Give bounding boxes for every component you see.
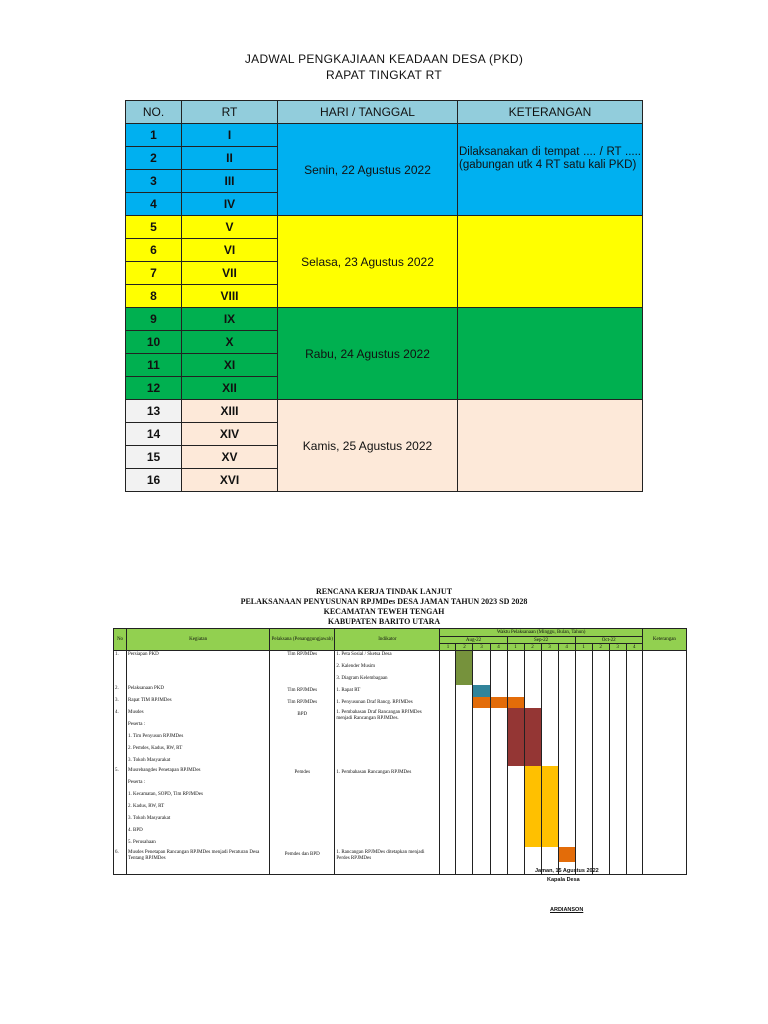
- week-header: 4: [490, 644, 507, 651]
- row-number: 3: [126, 170, 182, 193]
- row-rt: II: [182, 147, 278, 170]
- plan-district: KECAMATAN TEWEH TENGAH: [323, 607, 445, 616]
- gantt-bar: [508, 697, 524, 708]
- cell-text: 2.: [115, 686, 119, 691]
- schedule-date: Kamis, 25 Agustus 2022: [278, 400, 458, 492]
- header-rt: RT: [182, 101, 278, 124]
- row-rt: XV: [182, 446, 278, 469]
- plan-regency: KABUPATEN BARITO UTARA: [327, 617, 441, 626]
- cell-text: Pelaksanaan PKD: [128, 686, 164, 691]
- gantt-bar: [456, 651, 472, 685]
- row-rt: IX: [182, 308, 278, 331]
- column-indikator: [335, 651, 440, 875]
- cell-text: Pemdes: [294, 770, 311, 775]
- row-number: 10: [126, 331, 182, 354]
- row-rt: X: [182, 331, 278, 354]
- cell-text: BPD: [297, 712, 308, 717]
- table-row: [126, 308, 643, 331]
- cell-text: Musdes Penetapan Rancangan RPJMDes menjadi Peraturan Desa Tentang RPJMDes: [128, 850, 260, 861]
- cell-text: Pemdes dan BPD: [284, 852, 320, 857]
- row-number: 8: [126, 285, 182, 308]
- gantt-bar: [559, 847, 575, 862]
- week-header: 3: [541, 644, 558, 651]
- cell-text: 4.: [115, 710, 119, 715]
- table-row: [126, 216, 643, 239]
- row-number: 13: [126, 400, 182, 423]
- cell-text: 1. Rancangan RPJMDes ditetapkan menjadi Perdes RPJMDes: [336, 850, 425, 861]
- schedule-note: Dilaksanakan di tempat .... / RT ..... (gabungan utk 4 RT satu kali PKD): [458, 124, 643, 216]
- cell-text: Rapat TIM RPJMDes: [128, 698, 172, 703]
- week-cell: [473, 651, 490, 875]
- column-kegiatan: [127, 651, 270, 875]
- cell-text: 1. Peta Sosial / Sketsa Desa: [336, 652, 392, 657]
- cell-text: 2. Kalender Musim: [336, 664, 376, 669]
- schedule-title: JADWAL PENGKAJIAAN KEADAAN DESA (PKD): [244, 52, 524, 66]
- month-header: Aug-22: [440, 637, 507, 644]
- plan-subtitle: PELAKSANAAN PENYUSUNAN RPJMDes DESA JAMAN TAHUN 2023 SD 2028: [240, 597, 528, 606]
- gantt-bar: [491, 697, 507, 708]
- row-rt: I: [182, 124, 278, 147]
- week-header: 3: [473, 644, 490, 651]
- gantt-bar: [473, 697, 489, 708]
- row-number: 1: [126, 124, 182, 147]
- cell-text: 6.: [115, 850, 119, 855]
- cell-text: 5. Perusahaan: [128, 840, 156, 845]
- cell-text: 1.: [115, 652, 119, 657]
- sign-name: ARDIANSON: [550, 907, 584, 913]
- row-rt: XII: [182, 377, 278, 400]
- table-row: [126, 400, 643, 423]
- row-number: 9: [126, 308, 182, 331]
- row-rt: V: [182, 216, 278, 239]
- week-cell: [490, 651, 507, 875]
- header-kegiatan: Kegiatan: [127, 629, 270, 651]
- row-rt: VII: [182, 262, 278, 285]
- cell-text: Musrebangdes Penetapan RPJMDes: [128, 768, 201, 773]
- week-cell: [524, 651, 541, 875]
- schedule-date: Rabu, 24 Agustus 2022: [278, 308, 458, 400]
- week-cell: [592, 651, 609, 875]
- cell-text: 2. Kadus, RW, RT: [128, 804, 165, 809]
- sign-place-date: Jaman, 15 Agustus 2022: [535, 868, 599, 874]
- week-cell: [507, 651, 524, 875]
- row-rt: XI: [182, 354, 278, 377]
- week-cell: [440, 651, 456, 875]
- row-number: 14: [126, 423, 182, 446]
- schedule-subtitle: RAPAT TINGKAT RT: [326, 68, 442, 82]
- week-cell: [456, 651, 473, 875]
- gantt-bar: [473, 685, 489, 697]
- cell-text: 3. Diagram Kelembagaan: [336, 676, 388, 681]
- header-indikator: Indikator: [335, 629, 440, 651]
- row-rt: III: [182, 170, 278, 193]
- week-header: 1: [507, 644, 524, 651]
- cell-text: Persiapan PKD: [128, 652, 159, 657]
- cell-text: Tim RPJMDes: [287, 700, 318, 705]
- plan-title: RENCANA KERJA TINDAK LANJUT: [315, 587, 453, 596]
- month-header: Sep-22: [507, 637, 575, 644]
- row-number: 15: [126, 446, 182, 469]
- week-header: 4: [626, 644, 642, 651]
- table-row: [126, 124, 643, 147]
- schedule-date: Selasa, 23 Agustus 2022: [278, 216, 458, 308]
- cell-text: 1. Rapat RT: [336, 688, 361, 693]
- header-pelaksana: Pelaksana (Penanggungjawab): [270, 629, 335, 651]
- row-number: 12: [126, 377, 182, 400]
- cell-text: 1. Tim Penyusun RPJMDes: [128, 734, 184, 739]
- week-header: 1: [440, 644, 456, 651]
- week-header: 4: [558, 644, 575, 651]
- schedule-date: Senin, 22 Agustus 2022: [278, 124, 458, 216]
- row-number: 11: [126, 354, 182, 377]
- header-keterangan: KETERANGAN: [458, 101, 643, 124]
- row-number: 2: [126, 147, 182, 170]
- column-no: [114, 651, 127, 875]
- week-cell: [575, 651, 592, 875]
- row-rt: VIII: [182, 285, 278, 308]
- cell-text: Musdes: [128, 710, 144, 715]
- gantt-bar: [542, 766, 558, 847]
- week-cell: [541, 651, 558, 875]
- header-waktu: Waktu Pelaksanaan (Minggu, Bulan, Tahun): [440, 629, 642, 637]
- cell-text: Peserta :: [128, 722, 146, 727]
- week-header: 2: [456, 644, 473, 651]
- schedule-note: [458, 400, 643, 492]
- column-pelaksana: [270, 651, 335, 875]
- week-header: 1: [575, 644, 592, 651]
- row-rt: VI: [182, 239, 278, 262]
- week-cell: [609, 651, 626, 875]
- cell-text: Peserta :: [128, 780, 146, 785]
- week-header: 2: [592, 644, 609, 651]
- row-number: 7: [126, 262, 182, 285]
- sign-title: Kapala Desa: [547, 877, 580, 883]
- row-number: 16: [126, 469, 182, 492]
- row-number: 4: [126, 193, 182, 216]
- pkd-schedule-table: [125, 100, 643, 492]
- month-header: Oct-22: [575, 637, 642, 644]
- header-no: NO.: [126, 101, 182, 124]
- schedule-note: [458, 308, 643, 400]
- header-no: No: [114, 629, 127, 651]
- cell-text: Tim RPJMDes: [287, 652, 318, 657]
- row-number: 5: [126, 216, 182, 239]
- week-header: 3: [609, 644, 626, 651]
- cell-text: 5.: [115, 768, 119, 773]
- work-plan-table: [113, 628, 687, 875]
- week-header: 2: [524, 644, 541, 651]
- gantt-bar: [525, 708, 541, 766]
- cell-text: 1. Kecamatan, SOPD, Tim RPJMDes: [128, 792, 203, 797]
- gantt-bar: [508, 708, 524, 766]
- row-number: 6: [126, 239, 182, 262]
- cell-text: Tim RPJMDes: [287, 688, 318, 693]
- cell-text: 1. Pembahasan Rancangan RPJMDes: [336, 770, 412, 775]
- schedule-note: [458, 216, 643, 308]
- cell-text: 3.: [115, 698, 119, 703]
- week-cell: [626, 651, 642, 875]
- cell-text: 3. Tokoh Masyarakat: [128, 758, 171, 763]
- header-date: HARI / TANGGAL: [278, 101, 458, 124]
- cell-text: 1. Pembahasan Draf Rancangan RPJMDes menjadi Rancangan RPJMDes.: [336, 710, 422, 721]
- cell-text: 1. Penyusunan Draf Rancg. RPJMDes: [336, 700, 413, 705]
- row-rt: IV: [182, 193, 278, 216]
- column-keterangan: [642, 651, 686, 875]
- row-rt: XIV: [182, 423, 278, 446]
- row-rt: XVI: [182, 469, 278, 492]
- header-keterangan: Keterangan: [642, 629, 686, 651]
- cell-text: 2. Pemdes, Kadus, RW, RT: [128, 746, 183, 751]
- row-rt: XIII: [182, 400, 278, 423]
- gantt-bar: [525, 766, 541, 847]
- cell-text: 3. Tokoh Masyarakat: [128, 816, 171, 821]
- week-cell: [558, 651, 575, 875]
- cell-text: 4. BPD: [128, 828, 143, 833]
